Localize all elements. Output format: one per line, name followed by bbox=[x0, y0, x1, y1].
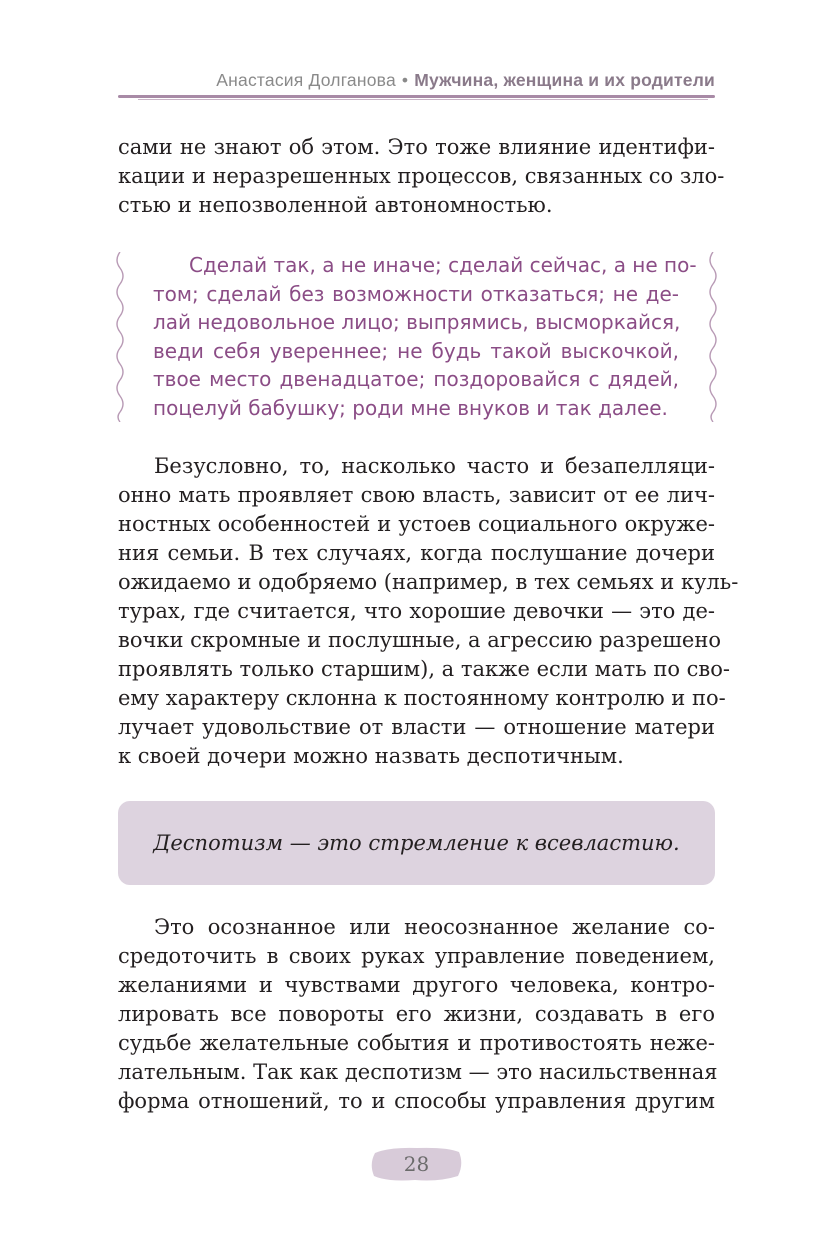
quote-line: веди себя увереннее; не будь такой выскочкой, bbox=[153, 338, 679, 363]
header-rule bbox=[118, 95, 715, 101]
text-line: стью и непозволенной автономностью. bbox=[118, 193, 553, 217]
text-line: средоточить в своих руках управление поведением, bbox=[118, 944, 715, 968]
text-line: форма отношений, то и способы управления другим bbox=[118, 1089, 715, 1113]
header-rule-primary bbox=[118, 95, 715, 98]
quote-border-left bbox=[113, 252, 127, 422]
text-line: турах, где считается, что хорошие девочки — это де- bbox=[118, 599, 715, 623]
text-line: ностных особенностей и устоев социального окруже- bbox=[118, 512, 715, 536]
paragraph-body bbox=[118, 452, 739, 771]
text-line: ожидаемо и одобряемо (например, в тех семьях и куль- bbox=[118, 570, 739, 594]
text-line: лательным. Так как деспотизм — это насильственная bbox=[118, 1060, 718, 1084]
quote-border-right bbox=[706, 252, 720, 422]
text-line: ния семьи. В тех случаях, когда послушание дочери bbox=[118, 541, 715, 565]
paragraph-body bbox=[118, 913, 718, 1116]
page-number-badge bbox=[369, 1145, 464, 1183]
text-line: онно мать проявляет свою власть, зависит от ее лич- bbox=[118, 483, 715, 507]
header-separator: • bbox=[401, 70, 409, 90]
text-line: судьбе желательные события и противостоять неже- bbox=[118, 1031, 715, 1055]
author-name: Анастасия Долганова bbox=[216, 70, 396, 90]
text-line: Безусловно, то, насколько часто и безапелляци- bbox=[154, 454, 715, 478]
text-line: лировать все повороты его жизни, создавать в его bbox=[118, 1002, 715, 1026]
header-rule-secondary bbox=[138, 99, 708, 100]
text-line: вочки скромные и послушные, а агрессию разрешено bbox=[118, 628, 721, 652]
quote-line: лай недовольное лицо; выпрямись, высморкайся, bbox=[153, 310, 681, 334]
text-line: желаниями и чувствами другого человека, контро- bbox=[118, 973, 715, 997]
definition-callout bbox=[118, 801, 715, 885]
callout-text: Деспотизм — это стремление к всевластию. bbox=[153, 831, 680, 855]
paragraph-continued bbox=[118, 133, 725, 220]
quote-block bbox=[153, 251, 697, 422]
text-line: кации и неразрешенных процессов, связанных со зло- bbox=[118, 164, 725, 188]
text-line: сами не знают об этом. Это тоже влияние идентифи- bbox=[118, 135, 715, 159]
quote-line: Сделай так, а не иначе; сделай сейчас, а не по- bbox=[189, 253, 697, 277]
text-line: проявлять только старшим), а также если мать по сво- bbox=[118, 657, 730, 681]
book-title: Мужчина, женщина и их родители bbox=[414, 70, 715, 90]
page-number: 28 bbox=[403, 1152, 430, 1176]
text-line: ему характеру склонна к постоянному контролю и по- bbox=[118, 686, 726, 710]
text-line: к своей дочери можно назвать деспотичным. bbox=[118, 744, 624, 768]
text-line: лучает удовольствие от власти — отношение матери bbox=[118, 715, 715, 739]
quote-line: поцелуй бабушку; роди мне внуков и так далее. bbox=[153, 395, 668, 420]
text-line: Это осознанное или неосознанное желание со- bbox=[154, 915, 715, 939]
quote-line: твое место двенадцатое; поздоровайся с дядей, bbox=[153, 367, 679, 391]
running-header bbox=[118, 70, 715, 91]
quote-line: том; сделай без возможности отказаться; не де- bbox=[153, 281, 679, 306]
